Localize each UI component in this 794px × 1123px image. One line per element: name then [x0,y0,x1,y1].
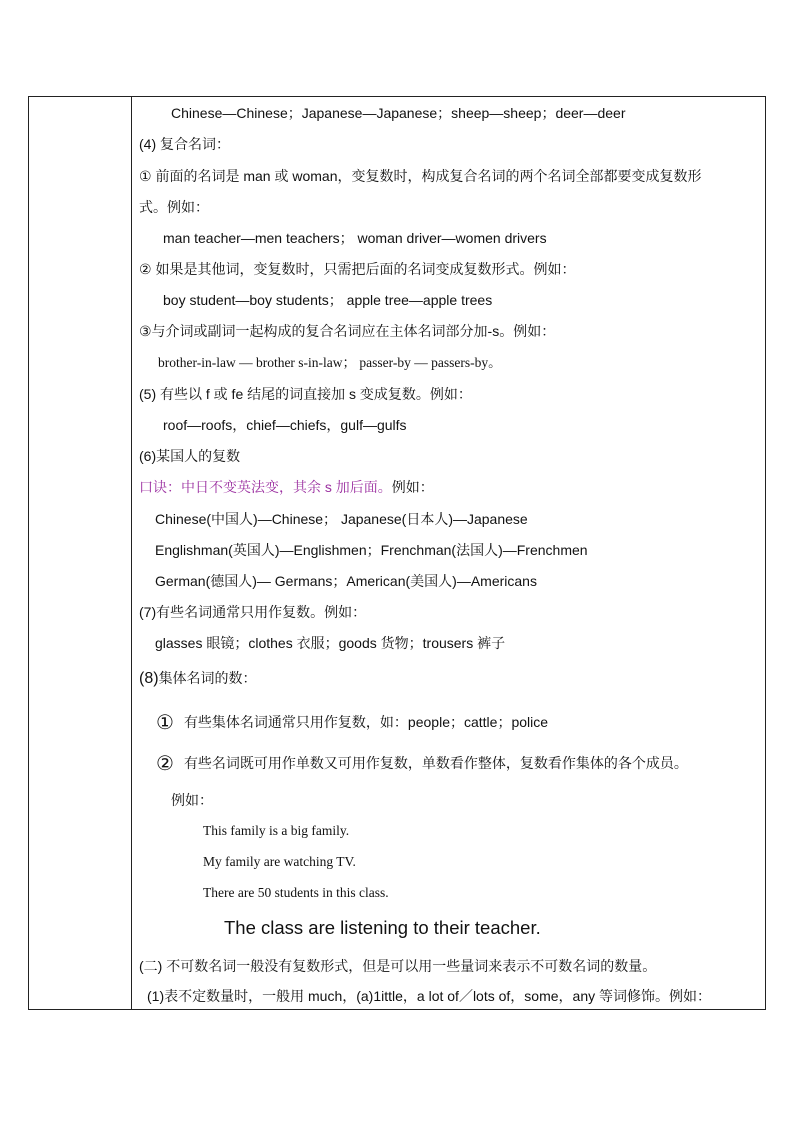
circled-one: ① [156,712,174,734]
rule-uncountable-quantity: (1)表不定数量时，一般用 much，(a)1ittle，a lot of／lots of，some，any 等词修饰。例如： [147,988,711,1004]
mnemonic-example-label: 例如： [391,479,434,495]
example-f-fe: roof—roofs，chief—chiefs，gulf—gulfs [163,417,407,433]
rule-collective-plural [156,713,548,732]
heading-compound-nouns: (4) 复合名词： [139,136,230,152]
rule-f-fe: (5) 有些以 f 或 fe 结尾的词直接加 s 变成复数。例如： [139,386,472,402]
heading-collective-nouns [139,669,257,688]
collective-number: (8) [139,670,159,687]
example-man-woman: man teacher—men teachers； woman driver—women drivers [163,230,547,246]
circled-two: ② [156,753,174,775]
rule-man-woman-cont: 式。例如： [139,199,209,215]
rule-plural-only: (7)有些名词通常只用作复数。例如： [139,604,367,620]
rule-other-words: ② 如果是其他词，变复数时，只需把后面的名词变成复数形式。例如： [139,261,576,277]
example-other-words: boy student—boy students； apple tree—apple trees [163,292,493,308]
example-plural-only: glasses 眼镜；clothes 衣服；goods 货物；trousers 裤子 [155,635,506,651]
mnemonic-text: 口诀：中日不变英法变，其余 s 加后面。 [139,479,392,495]
rule-collective-both [156,754,688,773]
column-divider [131,96,132,1010]
heading-nationality-plural: (6)某国人的复数 [139,448,241,464]
example-sentence-4: The class are listening to their teacher. [224,917,541,938]
example-sentence-3: There are 50 students in this class. [203,885,389,900]
rule-preposition-adverb: ③与介词或副词一起构成的复合名词应在主体名词部分加-s。例如： [139,323,556,339]
example-chinese-japanese: Chinese(中国人)—Chinese； Japanese(日本人)—Japanese [155,511,528,527]
line-nationality-examples: Chinese—Chinese；Japanese—Japanese；sheep—sheep；deer—deer [171,105,626,121]
rule-man-woman: ① 前面的名词是 man 或 woman，变复数时，构成复合名词的两个名词全部都要变成复数形 [139,168,702,184]
heading-uncountable-nouns: (二) 不可数名词一般没有复数形式，但是可以用一些量词来表示不可数名词的数量。 [139,958,657,974]
mnemonic-line [139,478,434,496]
rule-collective-plural-text: 有些集体名词通常只用作复数，如：people；cattle；police [183,714,549,730]
rule-collective-both-text: 有些名词既可用作单数又可用作复数，单数看作整体，复数看作集体的各个成员。 [183,755,688,771]
example-sentence-2: My family are watching TV. [203,854,356,869]
example-label: 例如： [171,792,213,808]
example-preposition-adverb: brother-in-law — brother s-in-law； passer-by — passers-by。 [158,355,502,370]
collective-title: 集体名词的数： [158,670,257,686]
example-english-french: Englishman(英国人)—Englishmen；Frenchman(法国人)—Frenchmen [155,542,588,558]
example-sentence-1: This family is a big family. [203,823,350,838]
example-german-american: German(德国人)— Germans；American(美国人)—Americans [155,573,537,589]
